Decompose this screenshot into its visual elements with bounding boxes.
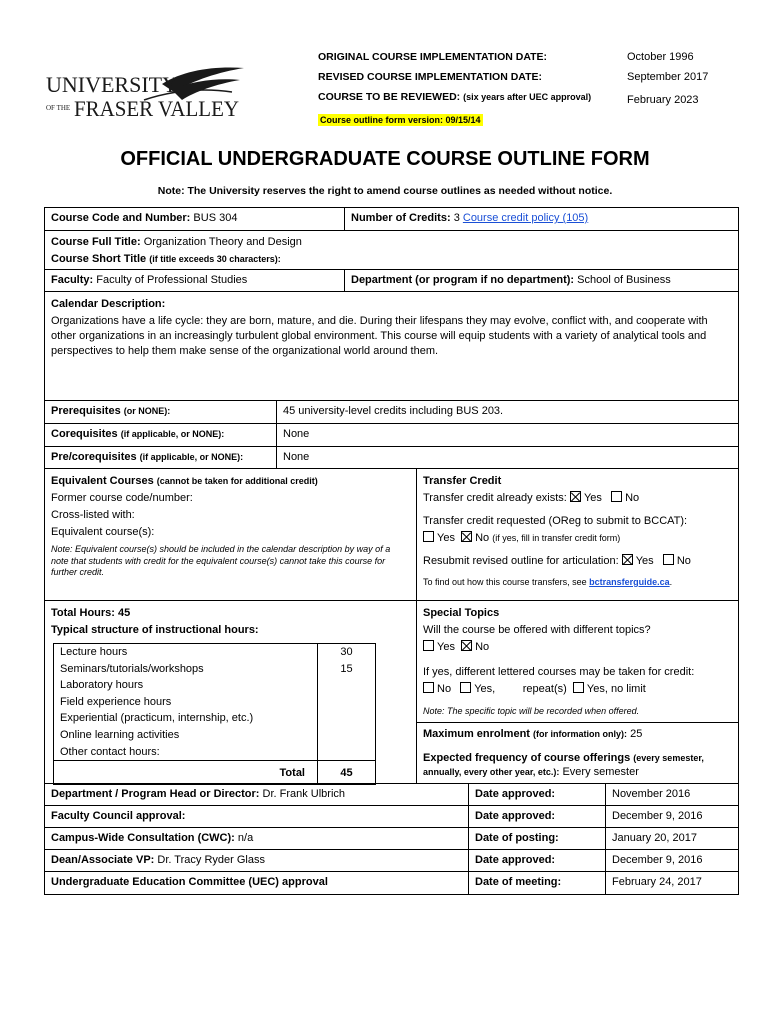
hours-row: Seminars/tutorials/workshops 15: [54, 661, 375, 678]
equivalent-note: Note: Equivalent course(s) should be included in the calendar description by way of a note that students with credit for the equivalent course(s) cannot take this course for further credit.: [51, 544, 391, 577]
credits-value: 3: [453, 212, 460, 224]
special-topics-label: Special Topics: [423, 607, 500, 619]
hours-total-row: Total 45: [54, 760, 375, 784]
course-outline-form: [44, 207, 739, 895]
transfer-guide-line: To find out how this course transfers, see bctransferguide.ca.: [423, 577, 673, 587]
faculty-value: Faculty of Professional Studies: [96, 274, 248, 286]
hours-row: Lecture hours 30: [54, 644, 375, 661]
original-date-value: October 1996: [627, 51, 694, 63]
lettered-nolimit-checkbox[interactable]: [573, 682, 584, 693]
prereq-label: Prerequisites (or NONE):: [51, 405, 171, 417]
topics-yes-checkbox[interactable]: [423, 640, 434, 651]
topics-note: Note: The specific topic will be recorded when offered.: [423, 706, 640, 716]
hours-row: Other contact hours:: [54, 744, 375, 761]
revised-date-label: REVISED COURSE IMPLEMENTATION DATE:: [318, 71, 543, 83]
logo-of-the: OF THE: [46, 104, 71, 112]
credits-cell: Number of Credits: 3 Course credit policy (105): [344, 208, 738, 230]
row-code-credits: [45, 208, 738, 231]
university-logo: [44, 66, 249, 122]
topics-cell: Special Topics Will the course be offered with different topics? Yes No If yes, different lettered courses may be taken for credit: No Yes, repeat(s) Yes, no limit Note: The specific topic will be recorded when offered. Maximum enrolment (for information only): 25 Expected frequency of course offerings (every semester, annually, every other year, etc.): Every semester: [416, 601, 738, 783]
transfer-requested-label: Transfer credit requested (OReg to submit to BCCAT):: [423, 515, 688, 527]
transfer-credit-label: Transfer Credit: [423, 475, 502, 487]
approval-row: Dean/Associate VP: Dr. Tracy Ryder Glass Date approved: December 9, 2016: [45, 850, 738, 872]
row-faculty-dept: [45, 270, 738, 292]
transfer-exists-no-checkbox[interactable]: [611, 491, 622, 502]
header-values: [627, 50, 747, 113]
calendar-label: Calendar Description:: [51, 298, 166, 310]
max-enrolment: Maximum enrolment (for information only): 25: [417, 722, 738, 743]
structure-label: Typical structure of instructional hours:: [51, 624, 259, 636]
topics-no-checkbox[interactable]: [461, 640, 472, 651]
review-date-sub: (six years after UEC approval): [463, 92, 592, 102]
row-equivalent-transfer: [45, 469, 738, 601]
original-date-label: ORIGINAL COURSE IMPLEMENTATION DATE:: [318, 51, 548, 63]
faculty-cell: Faculty: Faculty of Professional Studies: [51, 274, 248, 286]
department-value: School of Business: [577, 274, 671, 286]
equivalent-courses-label: Equivalent course(s):: [51, 526, 155, 538]
credit-policy-link[interactable]: Course credit policy (105): [462, 212, 589, 224]
prereq-value: 45 university-level credits including BUS 203.: [276, 401, 738, 423]
coreq-label: Corequisites (if applicable, or NONE):: [51, 428, 225, 440]
row-calendar: [45, 292, 738, 401]
course-code-value: BUS 304: [193, 212, 238, 224]
amend-note: Note: The University reserves the right to amend course outlines as needed without notice.: [157, 185, 613, 197]
frequency-value: Every semester: [562, 766, 639, 778]
transfer-requested-yes-checkbox[interactable]: [423, 531, 434, 542]
total-hours-value: 45: [118, 607, 131, 619]
hours-row: Experiential (practicum, internship, etc.): [54, 710, 375, 727]
hours-row: Laboratory hours: [54, 677, 375, 694]
approval-row: Undergraduate Education Committee (UEC) approval Date of meeting: February 24, 2017: [45, 872, 738, 894]
calendar-cell: [45, 292, 738, 400]
row-hours-topics: [45, 601, 738, 784]
page-title: OFFICIAL UNDERGRADUATE COURSE OUTLINE FORM: [120, 148, 650, 170]
expected-frequency: Expected frequency of course offerings (every semester, annually, every other year, etc.): Every semester: [423, 752, 704, 778]
review-date-label: COURSE TO BE REVIEWED: (six years after UEC approval): [318, 91, 592, 103]
approval-row: Campus-Wide Consultation (CWC): n/a Date of posting: January 20, 2017: [45, 828, 738, 850]
transfer-fill-note: (if yes, fill in transfer credit form): [492, 533, 621, 543]
calendar-description: Organizations have a life cycle: they are born, mature, and die. During their lifespans they may evolve, conflict with, and cooperate with other organizations in an increasingly turbulent global environment. This course will equip students with a variety of analytical tools and perspectives to help them make sense of the organizational world around them.: [51, 315, 708, 357]
department-cell: Department (or program if no department): School of Business: [344, 270, 738, 291]
approval-row: Department / Program Head or Director: Dr. Frank Ulbrich Date approved: November 2016: [45, 784, 738, 806]
header-labels: [318, 50, 598, 126]
precoreq-value: None: [276, 447, 738, 468]
lettered-yes-checkbox[interactable]: [460, 682, 471, 693]
row-prereq: [45, 401, 738, 424]
hours-table: [53, 643, 376, 785]
review-date-value: February 2023: [627, 94, 699, 106]
ufv-logo-graphic: [44, 66, 249, 122]
precoreq-label: Pre/corequisites (if applicable, or NONE):: [51, 451, 244, 463]
row-coreq: [45, 424, 738, 447]
titles-cell: Course Full Title: Organization Theory and Design Course Short Title (if title exceeds 30 characters):: [51, 236, 302, 265]
form-version: Course outline form version: 09/15/14: [320, 115, 481, 125]
equivalent-cell: Equivalent Courses (cannot be taken for additional credit) Former course code/number: Cross-listed with: Equivalent course(s): Note: Equivalent course(s) should be included in the calendar description by way of a note that students with credit for the equivalent course(s) cannot take this course for further credit.: [45, 469, 416, 600]
logo-line2: FRASER VALLEY: [74, 96, 240, 121]
bctransferguide-link[interactable]: bctransferguide.ca: [589, 577, 670, 587]
full-title-value: Organization Theory and Design: [143, 236, 302, 248]
max-enrolment-value: 25: [630, 728, 643, 740]
row-precoreq: [45, 447, 738, 469]
transfer-cell: Transfer Credit Transfer credit already exists: Yes No Transfer credit requested (OReg to submit to BCCAT): Yes No (if yes, fill in transfer credit form) Resubmit revised outline for articulation: Yes No To find out how this course transfers, see bctransferguide.ca.: [416, 469, 738, 600]
lettered-question: If yes, different lettered courses may be taken for credit:: [423, 666, 695, 678]
resubmit-yes-checkbox[interactable]: [622, 554, 633, 565]
hours-cell: Total Hours: 45 Typical structure of instructional hours: Lecture hours 30 Seminars/tutorials/workshops 15 Laboratory hours Field experience hours Experiential (practicum, internship, etc.) Online learning activities Other contact hours: Total 45: [45, 601, 416, 783]
transfer-requested-no-checkbox[interactable]: [461, 531, 472, 542]
row-titles: [45, 231, 738, 270]
lettered-no-checkbox[interactable]: [423, 682, 434, 693]
coreq-value: None: [276, 424, 738, 446]
cross-listed-label: Cross-listed with:: [51, 509, 135, 521]
topics-question: Will the course be offered with different topics?: [423, 624, 651, 636]
hours-row: Field experience hours: [54, 694, 375, 711]
revised-date-value: September 2017: [627, 71, 709, 83]
logo-line1: UNIVERSITY: [46, 72, 178, 97]
former-course-label: Former course code/number:: [51, 492, 193, 504]
resubmit-no-checkbox[interactable]: [663, 554, 674, 565]
transfer-exists-yes-checkbox[interactable]: [570, 491, 581, 502]
approval-row: Faculty Council approval: Date approved: December 9, 2016: [45, 806, 738, 828]
hours-row: Online learning activities: [54, 727, 375, 744]
course-code-cell: Course Code and Number: BUS 304: [51, 212, 238, 224]
